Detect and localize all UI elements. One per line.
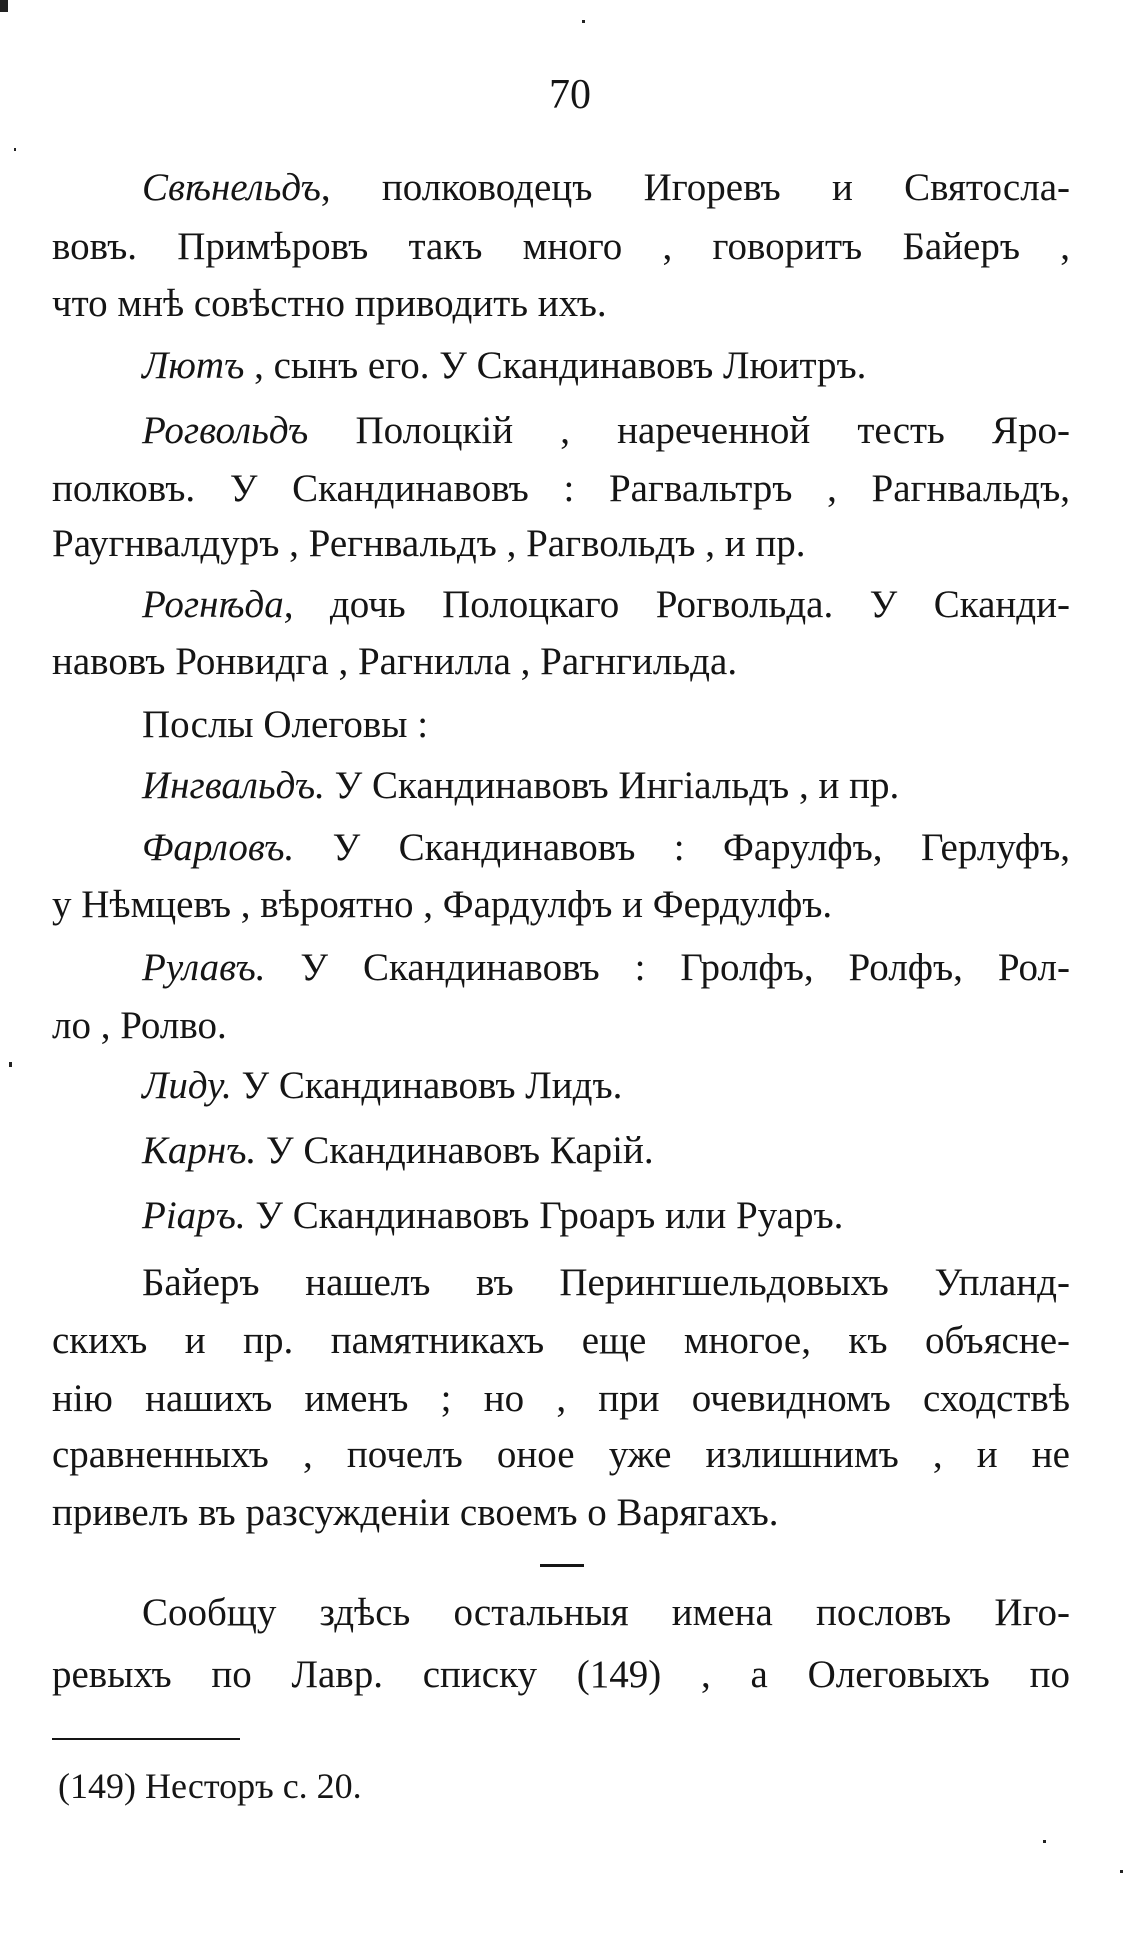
text-line bbox=[52, 882, 1070, 929]
text-line bbox=[142, 1128, 1070, 1175]
line-text: сравненныхъ , почелъ оное уже излишнимъ , и не bbox=[52, 1433, 1070, 1476]
text-line bbox=[52, 1003, 1070, 1050]
name-term: Лиду. bbox=[142, 1064, 232, 1107]
page-number: 70 bbox=[549, 72, 591, 118]
text-line bbox=[52, 639, 1070, 686]
line-text: навовъ Ронвидга , Рагнилла , Рагнгильда. bbox=[52, 640, 738, 683]
line-text: полковъ. У Скандинавовъ : Рагвальтръ , Рагнвальдъ, bbox=[52, 467, 1070, 510]
text-line bbox=[142, 945, 1070, 992]
text-line bbox=[52, 1490, 1070, 1537]
name-term: Рогнѣда, bbox=[142, 583, 294, 626]
scan-speck bbox=[0, 0, 8, 12]
scan-speck bbox=[9, 1062, 12, 1067]
line-text: у Нѣмцевъ , вѣроятно , Фардулфъ и Фердулфъ. bbox=[52, 883, 833, 926]
line-text: Сообщу здѣсь остальныя имена пословъ Иго- bbox=[142, 1591, 1070, 1634]
name-term: Ингвальдъ. bbox=[142, 764, 325, 807]
line-text: У Скандинавовъ : Гролфъ, Ролфъ, Рол- bbox=[265, 946, 1070, 989]
line-text: ревыхъ по Лавр. списку (149) , а Олеговыхъ по bbox=[52, 1653, 1070, 1696]
text-line bbox=[52, 466, 1070, 513]
text-line bbox=[52, 224, 1070, 271]
line-text: У Скандинавовъ : Фарулфъ, Герлуфъ, bbox=[294, 826, 1070, 869]
text-line bbox=[142, 702, 1070, 749]
text-line bbox=[52, 1318, 1070, 1365]
line-text: дочь Полоцкаго Рогвольда. У Сканди- bbox=[293, 583, 1070, 626]
text-line bbox=[52, 1652, 1070, 1699]
name-term: Рулавъ. bbox=[142, 946, 266, 989]
text-line bbox=[142, 1193, 1070, 1240]
text-line bbox=[142, 825, 1070, 872]
line-text: Полоцкій , нареченной тесть Яро- bbox=[308, 409, 1070, 452]
line-text: нію нашихъ именъ ; но , при очевидномъ сходствѣ bbox=[52, 1377, 1070, 1420]
text-line bbox=[52, 281, 1070, 328]
text-line bbox=[142, 165, 1070, 212]
name-term: Фарловъ. bbox=[142, 826, 295, 869]
text-line bbox=[142, 763, 1070, 810]
line-text: , полководецъ Игоревъ и Святосла- bbox=[320, 166, 1070, 209]
footnote-rule bbox=[52, 1738, 240, 1740]
name-term: Свѣнельдъ bbox=[142, 166, 321, 209]
text-line bbox=[142, 408, 1070, 455]
scan-speck bbox=[1120, 1870, 1123, 1873]
scan-speck bbox=[1043, 1840, 1046, 1843]
text-line bbox=[52, 1376, 1070, 1423]
scan-speck bbox=[582, 20, 585, 23]
line-text: Раугнвалдуръ , Регнвальдъ , Рагвольдъ , и пр. bbox=[52, 522, 806, 565]
name-term: Ріаръ. bbox=[142, 1194, 246, 1237]
section-separator bbox=[540, 1564, 584, 1567]
line-text: Байеръ нашелъ въ Перингшельдовыхъ Упланд- bbox=[142, 1261, 1070, 1304]
text-line bbox=[142, 1063, 1070, 1110]
text-line bbox=[142, 1260, 1070, 1307]
text-line bbox=[142, 343, 1070, 390]
line-text: что мнѣ совѣстно приводить ихъ. bbox=[52, 282, 607, 325]
line-text: У Скандинавовъ Лидъ. bbox=[231, 1064, 623, 1107]
scan-speck bbox=[14, 148, 16, 151]
line-text: Послы Олеговы : bbox=[142, 703, 429, 746]
text-line bbox=[142, 582, 1070, 629]
name-term: Карнъ. bbox=[142, 1129, 257, 1172]
line-text: У Скандинавовъ Карій. bbox=[256, 1129, 654, 1172]
text-line bbox=[52, 1432, 1070, 1479]
line-text: ло , Ролво. bbox=[52, 1004, 227, 1047]
text-line bbox=[52, 521, 1070, 568]
line-text: У Скандинавовъ Гроаръ или Руаръ. bbox=[245, 1194, 844, 1237]
text-line bbox=[142, 1590, 1070, 1637]
footnote: (149) Несторъ с. 20. bbox=[58, 1766, 362, 1806]
line-text: вовъ. Примѣровъ такъ много , говоритъ Байеръ , bbox=[52, 225, 1070, 268]
line-text: скихъ и пр. памятникахъ еще многое, къ объясне- bbox=[52, 1319, 1070, 1362]
line-text: , сынъ его. У Скандинавовъ Люитръ. bbox=[244, 344, 867, 387]
name-term: Лютъ bbox=[142, 344, 245, 387]
line-text: привелъ въ разсужденіи своемъ о Варягахъ. bbox=[52, 1491, 779, 1534]
line-text: У Скандинавовъ Ингіальдъ , и пр. bbox=[324, 764, 900, 807]
name-term: Рогвольдъ bbox=[142, 409, 309, 452]
